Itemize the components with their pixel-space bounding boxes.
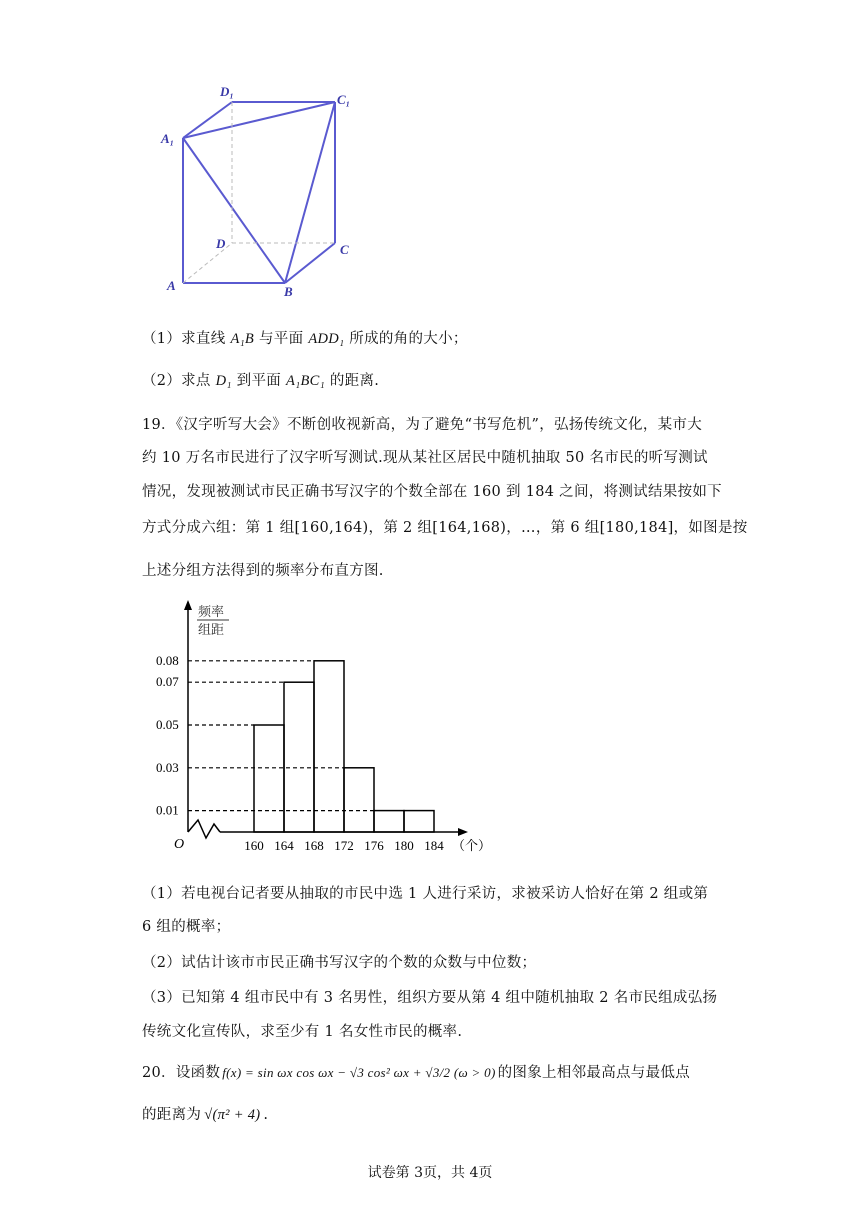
q19-question-3a: （3）已知第 4 组市民中有 3 名男性，组织方要从第 4 组中随机抽取 2 名市民组成弘扬 [142,990,718,1006]
y-tick-label: 0.08 [156,652,179,668]
q19-line-2: 约 10 万名市民进行了汉字听写测试.现从某社区居民中随机抽取 50 名市民的听写测试 [142,450,708,466]
x-tick-label: 168 [304,838,324,853]
y-tick-label: 0.05 [156,717,179,732]
x-unit-label: （个） [452,839,492,854]
y-label-top: 频率 [198,604,225,619]
histogram-bar-2 [284,682,314,832]
x-tick-label: 184 [424,838,444,853]
label-C1: C₁ [337,92,351,107]
origin-label: O [174,837,185,852]
edge-B-C1 [285,102,335,283]
axis-break-zigzag [188,820,220,838]
q19-line-5: 上述分组方法得到的频率分布直方图. [142,563,384,579]
histogram-bar-6 [404,811,434,832]
x-tick-label: 176 [364,838,384,853]
edge-B-C [285,243,335,283]
q20-line-1: 20．设函数 f(x) = sin ωx cos ωx − √3 cos² ωx + √3/2 (ω > 0) 的图象上相邻最高点与最低点 [142,1065,690,1081]
cube-figure [150,78,380,303]
edge-A1-B [183,138,285,283]
y-tick-label: 0.01 [156,802,179,818]
y-label-bottom: 组距 [198,622,225,637]
q20-number: 20． [142,1065,176,1081]
page-footer: 试卷第 3页，共 4页 [367,1165,493,1181]
edge-A1-C1 [183,102,335,138]
q20-line-2: 的距离为 √(π² + 4) . [142,1107,269,1123]
histogram-bar-5 [374,811,404,832]
q19-line-4: 方式分成六组：第 1 组[160,164)，第 2 组[164,168)，…，第 6 组[180,184]，如图是按 [142,520,748,536]
frequency-histogram [150,598,510,860]
label-D1: D₁ [220,84,234,99]
q18-part2: （2）求点 D₁ 到平面 A₁BC₁ 的距离. [142,373,380,389]
x-axis-arrow [458,828,468,836]
q20-function: f(x) = sin ωx cos ωx − √3 cos² ωx + √3/2 (ω > 0) [222,1065,496,1080]
y-tick-label: 0.03 [156,759,179,775]
q19-question-2: （2）试估计该市市民正确书写汉字的个数的众数与中位数； [142,955,537,971]
q19-line-1: 19．《汉字听写大会》不断创收视新高，为了避免“书写危机”，弘扬传统文化，某市大 [142,417,703,433]
label-C: C [340,242,349,257]
q20-distance: √(π² + 4) [204,1107,261,1123]
label-B: B [284,284,293,299]
x-tick-label: 180 [394,838,414,853]
q18-part1: （1）求直线 A₁B 与平面 ADD₁ 所成的角的大小； [142,331,468,347]
x-tick-label: 172 [334,838,354,853]
q19-line-3: 情况，发现被测试市民正确书写汉字的个数全部在 160 到 184 之间，将测试结果按如下 [142,484,722,500]
histogram-bar-4 [344,768,374,832]
label-A1: A₁ [161,131,175,146]
histogram-bar-1 [254,725,284,832]
label-A: A [167,278,176,293]
q19-question-1b: 6 组的概率； [142,919,231,935]
x-tick-label: 160 [244,838,264,853]
histogram-bar-3 [314,661,344,832]
y-axis-arrow [184,600,192,610]
q19-question-3b: 传统文化宣传队，求至少有 1 名女性市民的概率. [142,1024,463,1040]
q19-question-1a: （1）若电视台记者要从抽取的市民中选 1 人进行采访，求被采访人恰好在第 2 组或第 [142,886,709,902]
y-tick-label: 0.07 [156,674,179,690]
x-tick-label: 164 [274,838,294,853]
label-D: D [216,236,226,251]
